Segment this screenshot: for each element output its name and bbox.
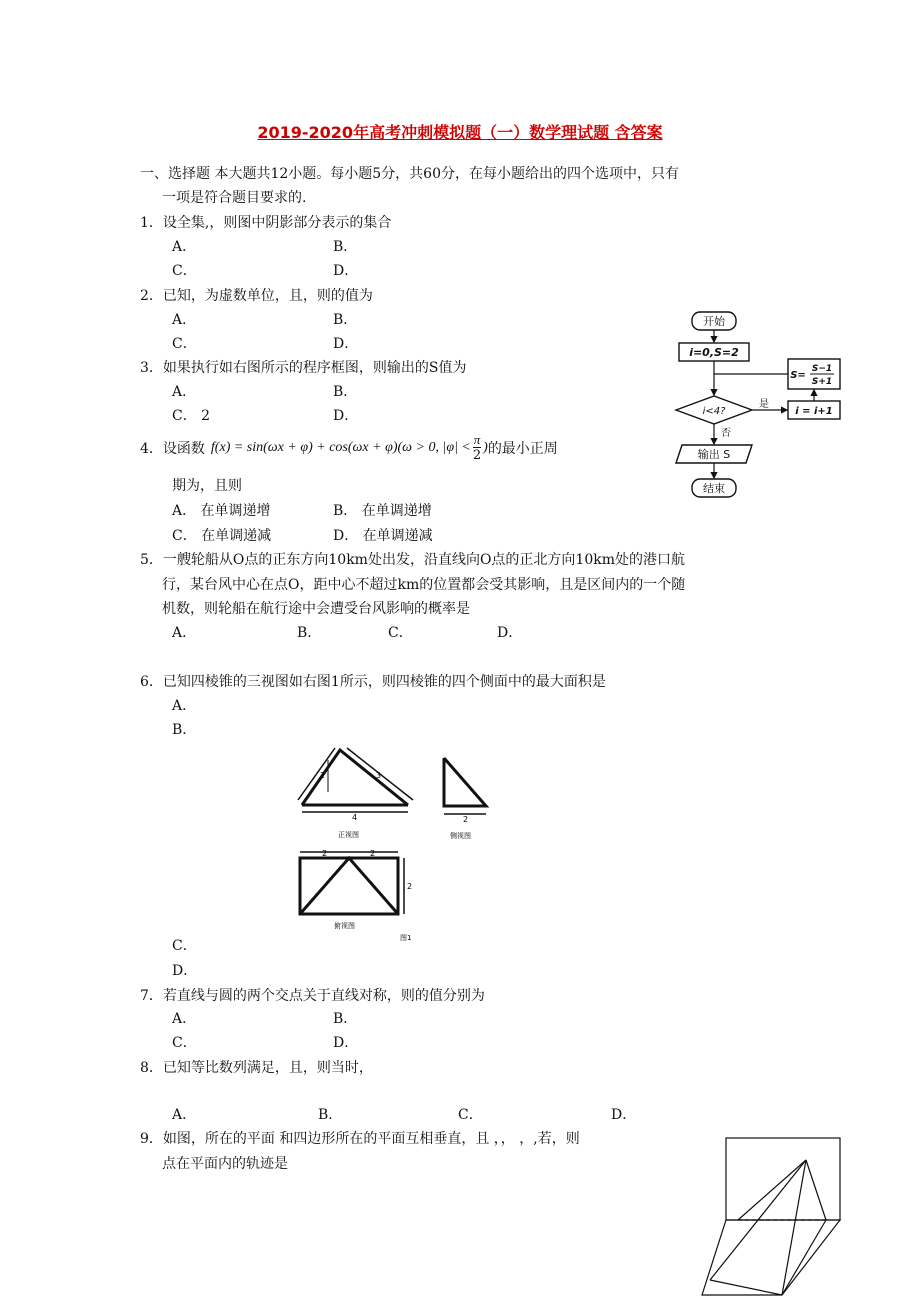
side-view-label: 侧视图 (450, 832, 471, 840)
q4-formula: f(x) = sin(ωx + φ) + cos(ωx + φ)(ω > 0, |φ| < (210, 439, 471, 455)
q4-stem-line1 (140, 432, 558, 463)
top-dim-left: 2 (322, 849, 328, 858)
q7-option-c: C． (172, 1035, 197, 1051)
q8-option-d: D． (611, 1107, 637, 1123)
q3-option-b: B． (333, 384, 358, 400)
q4-stem-post: 的最小正周 (487, 440, 558, 457)
q3-option-d: D． (333, 408, 359, 424)
flow-assign-left: S= (790, 370, 806, 381)
q5-stem-line1: 5．一艘轮船从O点的正东方向10km处出发，沿直线向O点的正北方向10km处的港口航 (140, 552, 686, 568)
q4-stem-pre: 4．设函数 (140, 440, 205, 457)
q2-option-c: C． (172, 336, 197, 352)
flow-assign-num: S−1 (811, 364, 833, 374)
q4-formula-end: ) (483, 439, 488, 455)
side-dim-bottom: 2 (463, 815, 469, 824)
q1-option-d: D． (333, 263, 359, 279)
q1-option-c: C． (172, 263, 197, 279)
q5-stem-line3: 机数，则轮船在航行途中会遭受台风影响的概率是 (162, 601, 470, 617)
q2-option-a: A． (172, 312, 197, 328)
q5-option-a: A． (172, 625, 197, 641)
q1-option-a: A． (172, 239, 197, 255)
q7-option-b: B． (333, 1011, 358, 1027)
q3-option-c: C． 2 (172, 408, 211, 424)
flow-init-text: i=0,S=2 (689, 346, 739, 359)
top-dim-side: 2 (407, 882, 413, 891)
q2-stem: 2．已知，为虚数单位，且，则的值为 (140, 288, 373, 304)
top-dim-right: 2 (370, 849, 376, 858)
q8-option-b: B． (318, 1107, 343, 1123)
flow-assign-den: S+1 (811, 377, 833, 387)
q4-option-a: A． 在单调递增 (172, 503, 271, 519)
q5-option-c: C． (388, 625, 413, 641)
q5-stem-line2: 行，某台风中心在点O，距中心不超过km的位置都会受其影响，且是区间内的一个随 (162, 577, 686, 593)
figure-label: 图1 (400, 934, 412, 942)
q4-stem-line2: 期为，且则 (172, 478, 242, 494)
q6-option-b: B． (172, 722, 197, 738)
q3-option-a: A． (172, 384, 197, 400)
q7-option-a: A． (172, 1011, 197, 1027)
q4-option-c: C． 在单调递减 (172, 528, 272, 544)
flow-no-label: 否 (721, 428, 731, 439)
flow-cond-text: i<4? (702, 406, 726, 417)
page-title: 2019-2020年高考冲刺模拟题（一）数学理试题 含答案 (257, 123, 663, 142)
q7-option-d: D． (333, 1035, 359, 1051)
q6-stem: 6．已知四棱锥的三视图如右图1所示，则四棱锥的四个侧面中的最大面积是 (140, 674, 606, 690)
q4-fraction (473, 432, 481, 463)
front-view-figure (290, 740, 430, 840)
q9-stem-line2: 点在平面内的轨迹是 (162, 1156, 288, 1172)
section-intro-line2: 一项是符合题目要求的. (162, 190, 307, 206)
section-intro-line1: 一、选择题 本大题共12小题。每小题5分，共60分，在每小题给出的四个选项中，只有 (140, 166, 679, 182)
q6-option-c: C． (172, 938, 197, 954)
q5-option-b: B． (297, 625, 322, 641)
q4-frac-den: 2 (472, 448, 482, 463)
q4-option-d: D． 在单调递减 (333, 528, 433, 544)
flow-yes-label: 是 (759, 399, 769, 410)
flowchart (672, 305, 852, 505)
front-dim-right: 3 (376, 771, 382, 780)
q6-option-d: D． (172, 963, 198, 979)
q8-option-c: C． (458, 1107, 483, 1123)
q9-stem-line1: 9．如图，所在的平面 和四边形所在的平面互相垂直，且 ，， ，,若，则 (140, 1131, 580, 1147)
flow-incr-text: i = i+1 (795, 406, 833, 417)
flow-output-text: 输出 S (697, 448, 731, 461)
flow-end-text: 结束 (703, 482, 725, 495)
top-view-figure (294, 846, 419, 944)
q2-option-d: D． (333, 336, 359, 352)
side-view-figure (436, 750, 496, 840)
q8-stem: 8．已知等比数列满足，且，则当时， (140, 1060, 373, 1076)
flow-start-text: 开始 (703, 315, 725, 328)
q1-stem: 1．设全集,，则图中阴影部分表示的集合 (140, 215, 392, 231)
front-dim-bottom: 4 (352, 813, 358, 822)
q1-option-b: B． (333, 239, 358, 255)
front-dim-left: 2 (320, 771, 326, 780)
top-view-label: 俯视图 (334, 922, 355, 930)
q9-solid-figure (700, 1130, 855, 1298)
front-view-label: 正视图 (338, 831, 359, 839)
q4-frac-num: π (473, 432, 481, 447)
q3-stem: 3．如果执行如右图所示的程序框图，则输出的S值为 (140, 360, 467, 376)
q8-option-a: A． (172, 1107, 197, 1123)
q2-option-b: B． (333, 312, 358, 328)
q4-option-b: B． 在单调递增 (333, 503, 432, 519)
q7-stem: 7．若直线与圆的两个交点关于直线对称，则的值分别为 (140, 988, 485, 1004)
q6-option-a: A． (172, 698, 197, 714)
q5-option-d: D． (497, 625, 523, 641)
